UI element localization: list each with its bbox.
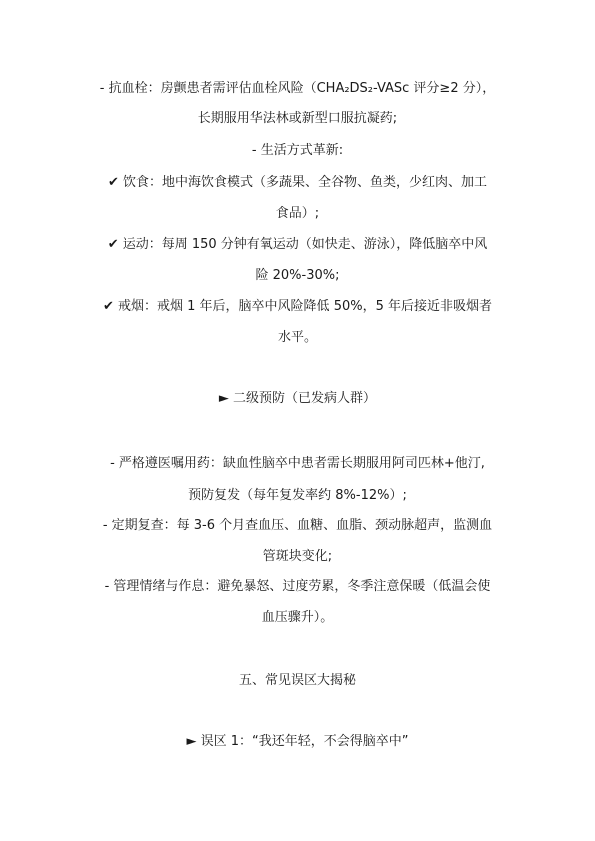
antithrombotic-line-2: 长期服用华法林或新型口服抗凝药; — [197, 111, 398, 126]
exercise-line-1: ✔ 运动：每周 150 分钟有氧运动（如快走、游泳），降低脑卒中风 — [107, 237, 488, 252]
exercise-line-2: 险 20%-30%; — [255, 268, 340, 283]
myth-1-heading: ► 误区 1：“我还年轻，不会得脑卒中” — [186, 734, 409, 749]
emotions-line-2: 血压骤升）。 — [261, 610, 334, 625]
checkup-line-1: - 定期复查：每 3-6 个月查血压、血糖、血脂、颈动脉超声，监测血 — [102, 518, 493, 533]
diet-line-2: 食品）; — [275, 206, 320, 221]
emotions-line-1: - 管理情绪与作息：避免暴怒、过度劳累，冬季注意保暖（低温会使 — [104, 579, 491, 594]
diet-line-1: ✔ 饮食：地中海饮食模式（多蔬果、全谷物、鱼类，少红肉、加工 — [107, 175, 488, 190]
checkup-line-2: 管斑块变化; — [262, 549, 333, 564]
myths-heading: 五、常见误区大揭秘 — [238, 673, 356, 688]
medication-line-1: - 严格遵医嘱用药：缺血性脑卒中患者需长期服用阿司匹林+他汀, — [110, 456, 485, 471]
antithrombotic-line-1: - 抗血栓：房颤患者需评估血栓风险（CHA₂DS₂-VASc 评分≥2 分）， — [99, 81, 496, 96]
smoking-line-2: 水平。 — [277, 330, 317, 345]
secondary-prevention-heading: ► 二级预防（已发病人群） — [218, 391, 377, 406]
lifestyle-heading: - 生活方式革新: — [251, 143, 344, 158]
smoking-line-1: ✔ 戒烟：戒烟 1 年后，脑卒中风险降低 50%，5 年后接近非吸烟者 — [103, 299, 492, 314]
medication-line-2: 预防复发（每年复发率约 8%-12%）; — [188, 488, 407, 503]
